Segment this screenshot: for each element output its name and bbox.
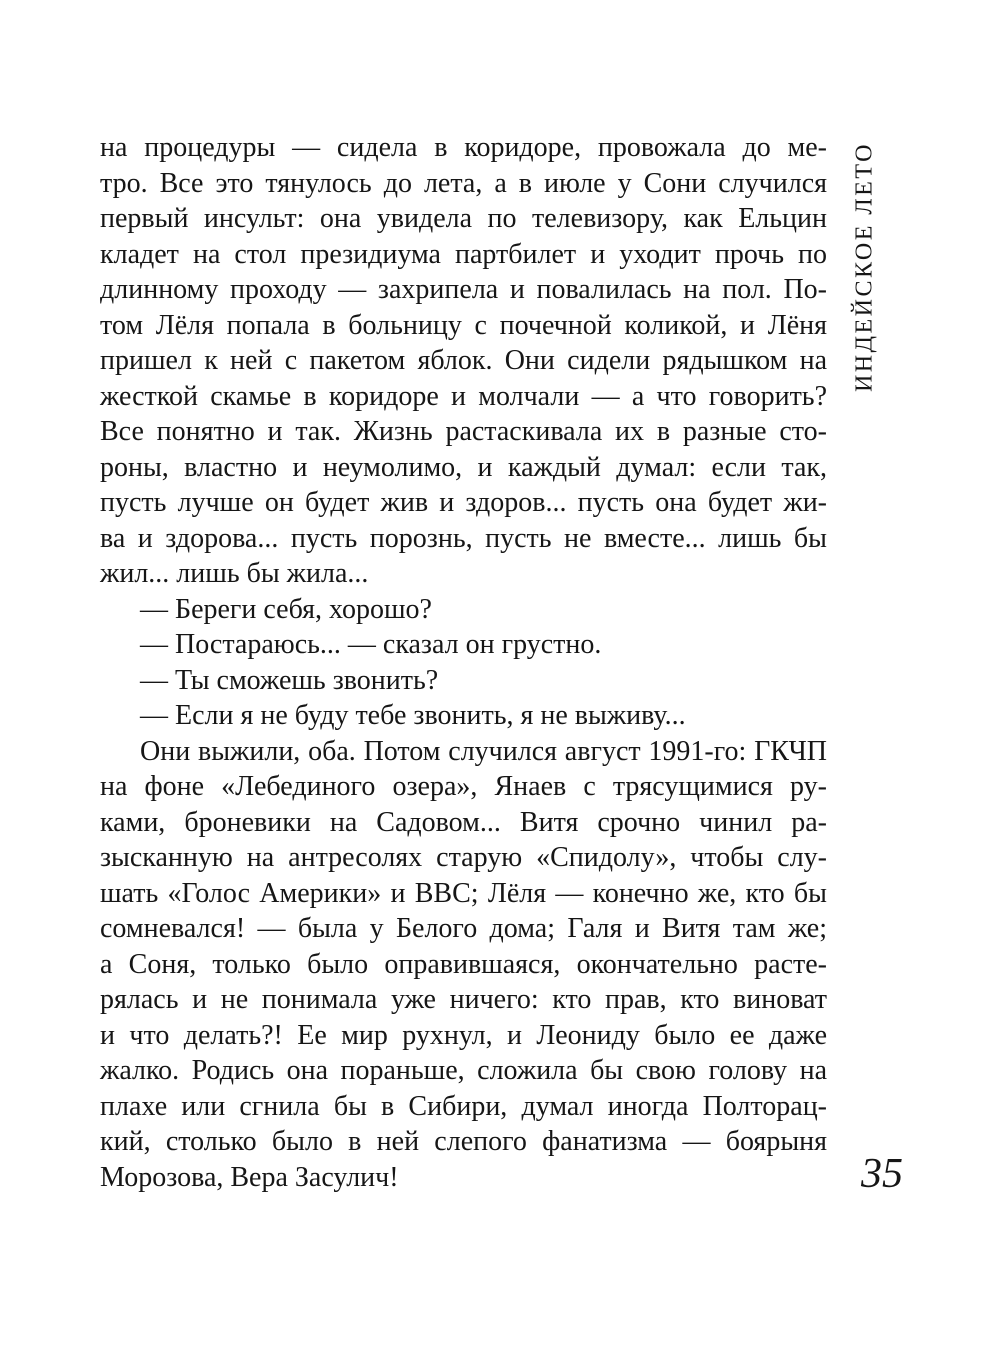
text-line: сомневался! — была у Белого дома; Галя и Витя там же; [100, 913, 827, 944]
text-line: и что делать?! Ее мир рухнул, и Леониду было ее даже [100, 1019, 827, 1051]
text-line: зысканную на антресолях старую «Спидолу», чтобы слу- [100, 842, 827, 873]
text-line: на фоне «Лебединого озера», Янаев с трясущимися ру- [100, 771, 827, 802]
text-line: рялась и не понимала уже ничего: кто прав, кто виноват [100, 984, 827, 1015]
text-line: кий, столько было в ней слепого фанатизма — боярыня [100, 1126, 827, 1157]
text-line: Морозова, Вера Засулич! [100, 1161, 399, 1193]
text-line: пусть лучше он будет жив и здоров... пусть она будет жи- [100, 487, 827, 518]
running-title-wrap [843, 126, 887, 408]
text-line: том Лёля попала в больницу с почечной коликой, и Лёня [100, 309, 827, 341]
dialogue-line: — Ты сможешь звонить? [140, 664, 439, 696]
text-line: а Соня, только было оправившаяся, окончательно расте- [100, 948, 827, 980]
body-text [100, 130, 827, 1195]
text-line: ками, броневики на Садовом... Витя срочно чинил ра- [100, 806, 827, 838]
text-line: длинному проходу — захрипела и повалилась на пол. По- [100, 274, 827, 305]
text-line: жил... лишь бы жила... [100, 558, 369, 589]
dialogue-line: — Береги себя, хорошо? [140, 593, 432, 625]
text-line: пришел к ней с пакетом яблок. Они сидели рядышком на [100, 345, 827, 376]
text-line: жесткой скамье в коридоре и молчали — а что говорить? [100, 380, 827, 412]
text-line: шать «Голос Америки» и ВВС; Лёля — конечно же, кто бы [100, 877, 827, 909]
text-line: кладет на стол президиума партбилет и уходит прочь по [100, 238, 827, 270]
text-line: ва и здорова... пусть порознь, пусть не вместе... лишь бы [100, 522, 827, 554]
dialogue-line: — Постараюсь... — сказал он грустно. [140, 629, 602, 660]
text-line: жалко. Родись она пораньше, сложила бы свою голову на [100, 1055, 827, 1086]
text-line: роны, властно и неумолимо, и каждый думал: если так, [100, 451, 827, 483]
text-line: Они выжили, оба. Потом случился август 1991-го: ГКЧП [140, 735, 827, 767]
text-line: тро. Все это тянулось до лета, а в июле у Сони случился [100, 167, 827, 199]
text-line: первый инсульт: она увидела по телевизору, как Ельцин [100, 203, 827, 234]
page-number: 35 [861, 1151, 903, 1197]
running-title: ИНДЕЙСКОЕ ЛЕТО [851, 141, 878, 393]
dialogue-line: — Если я не буду тебе звонить, я не выживу... [140, 700, 686, 731]
text-line: Все понятно и так. Жизнь растаскивала их в разные сто- [100, 416, 827, 447]
text-line: на процедуры — сидела в коридоре, провожала до ме- [100, 132, 827, 163]
text-line: плахе или сгнила бы в Сибири, думал иногда Полторац- [100, 1090, 827, 1122]
